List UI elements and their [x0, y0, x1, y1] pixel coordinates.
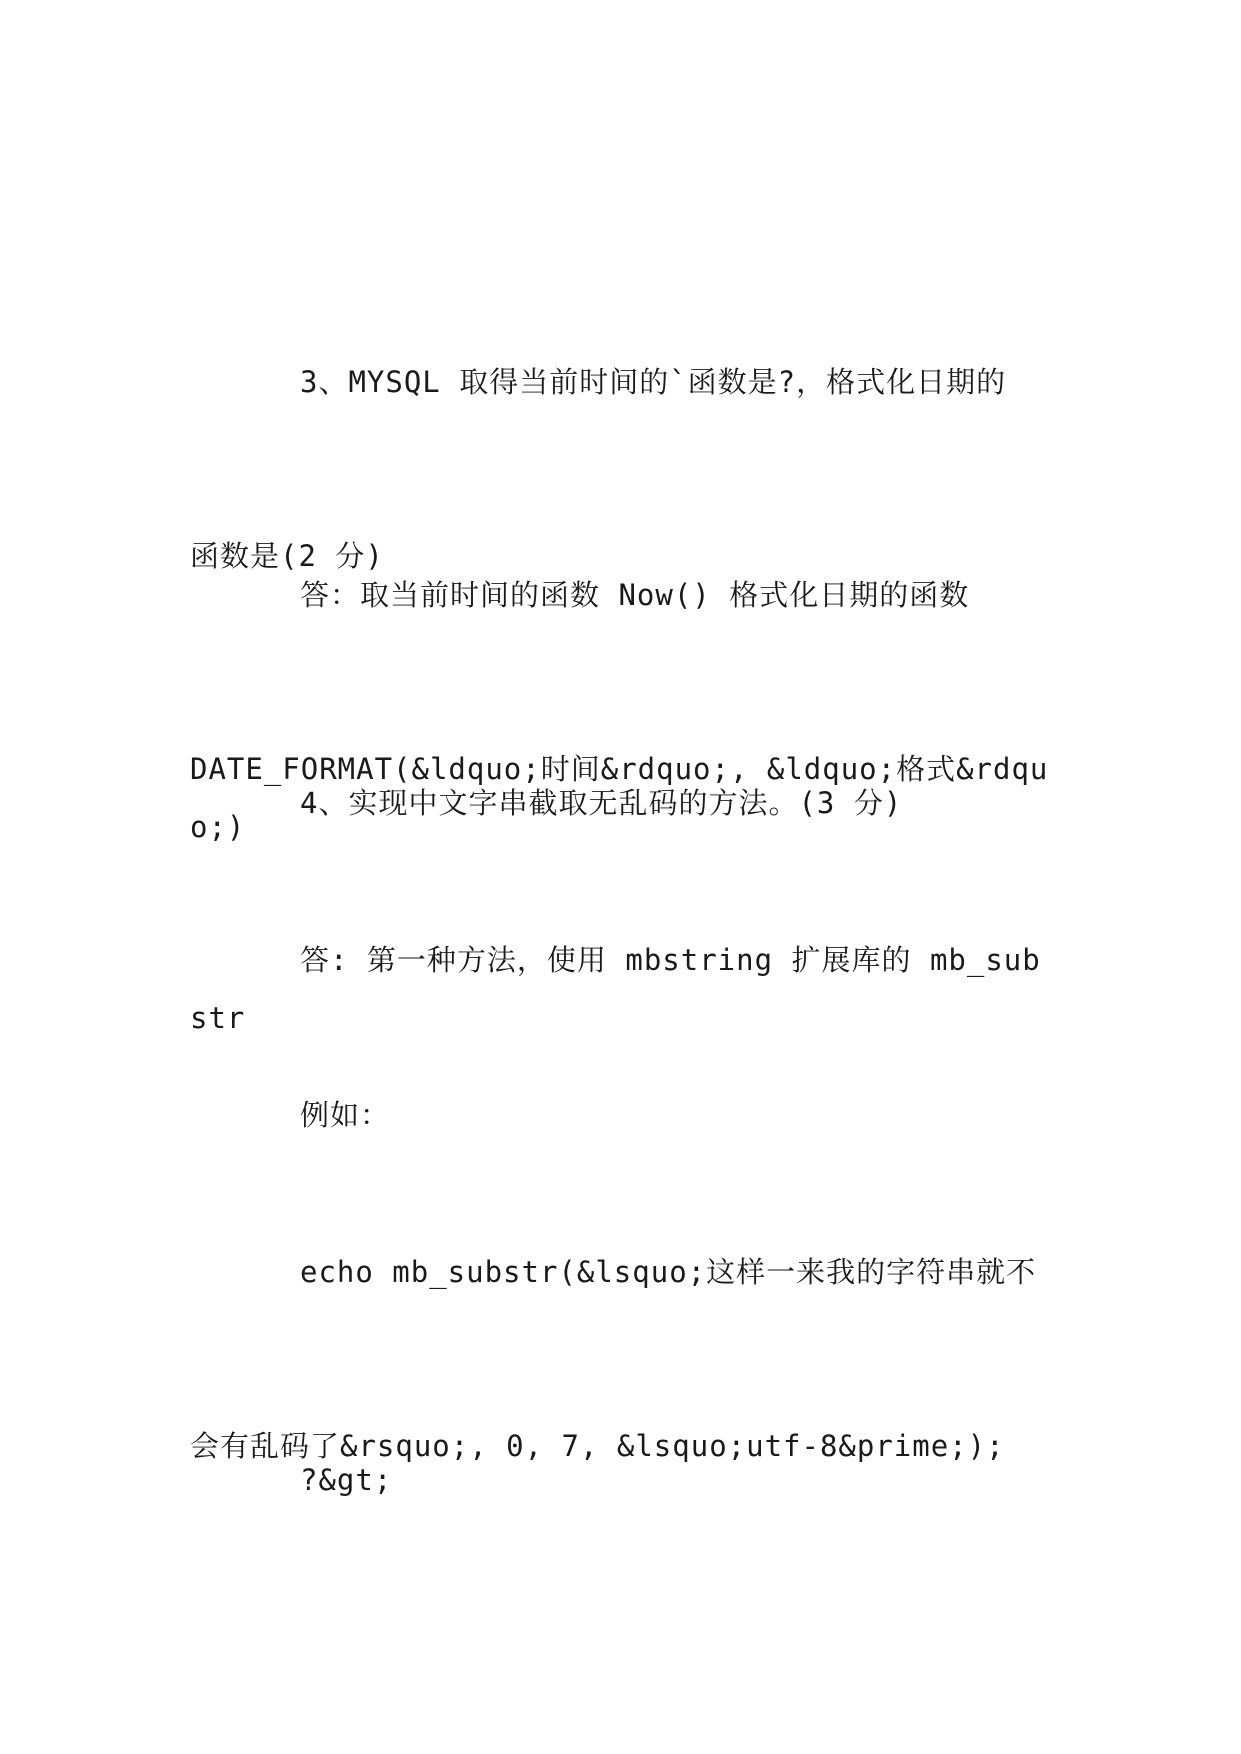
answer-3-line-2: DATE_FORMAT(&ldquo;时间&rdquo;, &ldquo;格式&rdquo;) [190, 752, 1049, 844]
question-3-line-1: 3、MYSQL 取得当前时间的`函数是?，格式化日期的 [300, 365, 1007, 399]
answer-3-line-1: 答：取当前时间的函数 Now() 格式化日期的函数 [300, 578, 970, 612]
php-close-tag [190, 1335, 1050, 1625]
example-label-line: 例如： [300, 1098, 391, 1132]
php-close-tag-line: ?&gt; [300, 1463, 393, 1497]
question-4-line-1: 4、实现中文字串截取无乱码的方法。(3 分) [300, 786, 903, 820]
question-3-line-2: 函数是(2 分) [190, 539, 384, 573]
answer-4-line-1: 答: 第一种方法，使用 mbstring 扩展库的 mb_substr [190, 943, 1041, 1035]
code-example-line-1: echo mb_substr(&lsquo;这样一来我的字符串就不 [300, 1255, 1037, 1289]
code-example-line-2: 会有乱码了&rsquo;, 0, 7, &lsquo;utf-8&prime;); [190, 1429, 1005, 1463]
